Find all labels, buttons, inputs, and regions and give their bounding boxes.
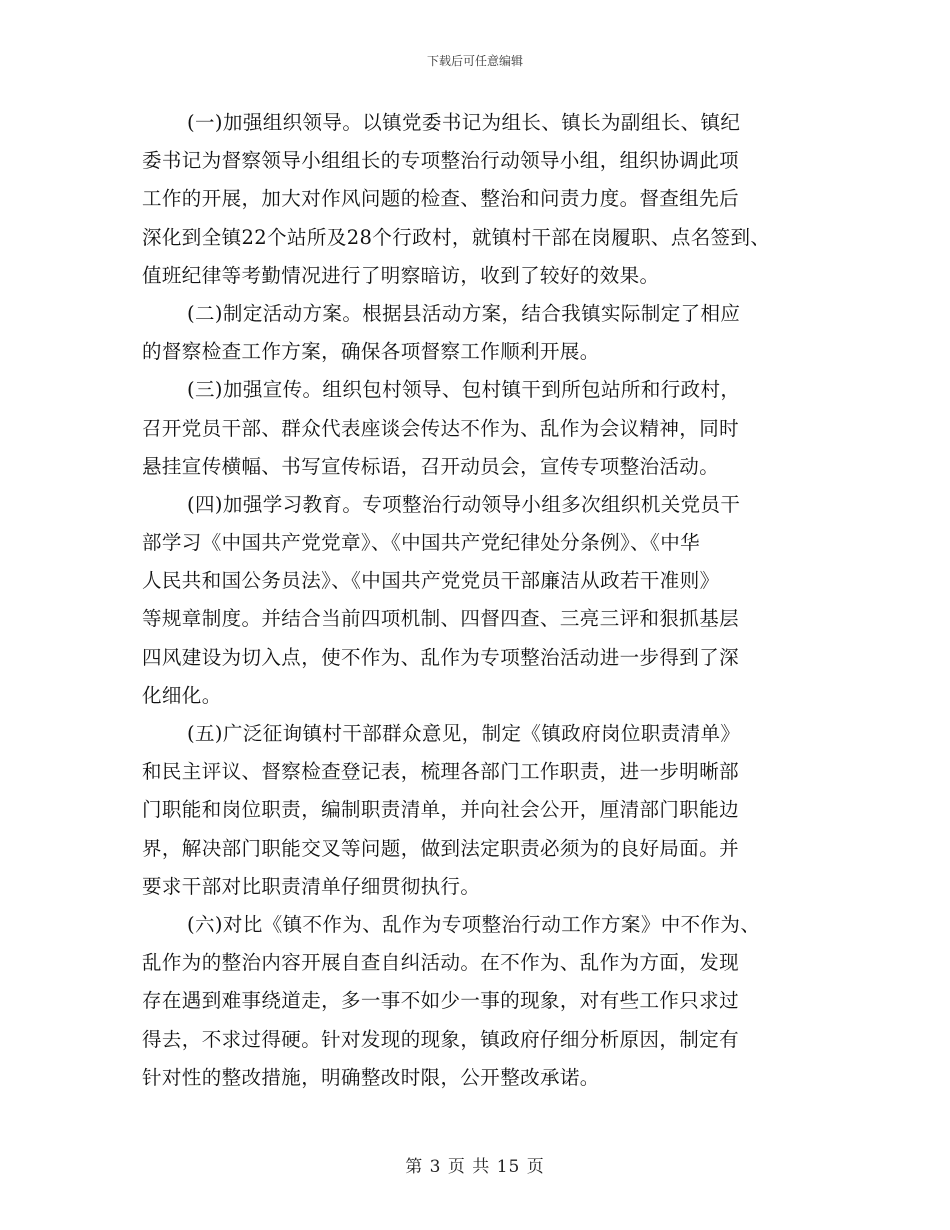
text-line: 和民主评议、督察检查登记表，梳理各部门工作职责，进一步明晰部 bbox=[142, 760, 740, 784]
text-line: 针对性的整改措施，明确整改时限，公开整改承诺。 bbox=[142, 1065, 600, 1089]
text-line: (六)对比《镇不作为、乱作为专项整治行动工作方案》中不作为、 bbox=[187, 912, 761, 936]
text-line: (二)制定活动方案。根据县活动方案，结合我镇实际制定了相应 bbox=[187, 301, 741, 325]
paragraph-1 bbox=[142, 104, 832, 295]
text-line: 悬挂宣传横幅、书写宣传标语，召开动员会，宣传专项整治活动。 bbox=[142, 454, 720, 478]
paragraph-4 bbox=[142, 486, 832, 715]
text-line: 界，解决部门职能交叉等问题，做到法定职责必须为的良好局面。并 bbox=[142, 836, 740, 860]
text-line: 深化到全镇22个站所及28个行政村，就镇村干部在岗履职、点名签到、 bbox=[142, 225, 771, 249]
text-line: (一)加强组织领导。以镇党委书记为组长、镇长为副组长、镇纪 bbox=[187, 111, 741, 134]
text-line: 要求干部对比职责清单仔细贯彻执行。 bbox=[142, 874, 481, 898]
text-line: 值班纪律等考勤情况进行了明察暗访，收到了较好的效果。 bbox=[142, 263, 660, 287]
text-line: 召开党员干部、群众代表座谈会传达不作为、乱作为会议精神，同时 bbox=[142, 416, 740, 440]
document-body bbox=[142, 104, 832, 1097]
text-line: 的督察检查工作方案，确保各项督察工作顺利开展。 bbox=[142, 340, 600, 364]
text-line: (五)广泛征询镇村干部群众意见，制定《镇政府岗位职责清单》 bbox=[187, 722, 741, 745]
paragraph-5 bbox=[142, 715, 832, 906]
text-line: (四)加强学习教育。专项整治行动领导小组多次组织机关党员干 bbox=[187, 492, 741, 516]
text-line: 委书记为督察领导小组组长的专项整治行动领导小组，组织协调此项 bbox=[142, 149, 740, 173]
paragraph-6 bbox=[142, 906, 832, 1097]
text-line: 得去，不求过得硬。针对发现的现象，镇政府仔细分析原因，制定有 bbox=[142, 1027, 740, 1051]
paragraph-3 bbox=[142, 371, 832, 486]
text-line: 人民共和国公务员法》、《中国共产党党员干部廉洁从政若干准则》 bbox=[142, 569, 720, 593]
text-line: 乱作为的整治内容开展自查自纠活动。在不作为、乱作为方面，发现 bbox=[142, 951, 740, 975]
text-line: 等规章制度。并结合当前四项机制、四督四查、三亮三评和狠抓基层 bbox=[142, 607, 740, 631]
paragraph-2 bbox=[142, 295, 832, 371]
page-header: 下载后可任意编辑 bbox=[426, 54, 523, 68]
text-line: 部学习《中国共产党党章》、《中国共产党纪律处分条例》、《中华 bbox=[142, 531, 701, 555]
text-line: 存在遇到难事绕道走，多一事不如少一事的现象，对有些工作只求过 bbox=[142, 989, 740, 1013]
text-line: 化细化。 bbox=[142, 683, 222, 707]
text-line: 四风建设为切入点，使不作为、乱作为专项整治活动进一步得到了深 bbox=[142, 645, 740, 669]
text-line: 工作的开展，加大对作风问题的检查、整治和问责力度。督查组先后 bbox=[142, 187, 740, 211]
text-line: (三)加强宣传。组织包村领导、包村镇干到所包站所和行政村， bbox=[187, 378, 741, 402]
text-line: 门职能和岗位职责，编制职责清单，并向社会公开，厘清部门职能边 bbox=[142, 798, 740, 822]
page-number-footer: 第 3 页 共 15 页 bbox=[405, 1157, 545, 1177]
